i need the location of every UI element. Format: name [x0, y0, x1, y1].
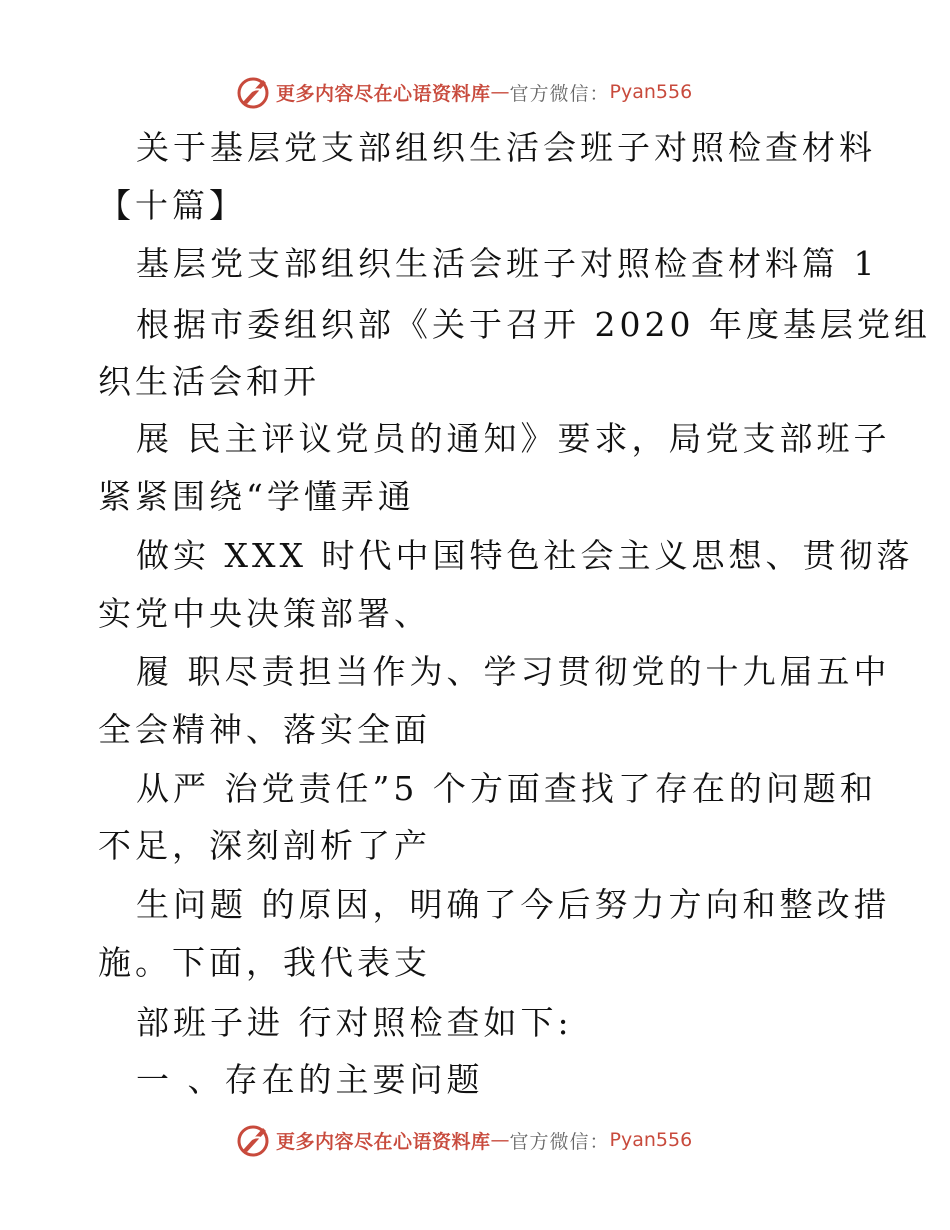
paragraph-line: 做实 XXX 时代中国特色社会主义思想、贯彻落: [136, 536, 914, 575]
watermark-wechat-label: 官方微信：: [509, 82, 610, 105]
document-title-line-1: 关于基层党支部组织生活会班子对照检查材料: [136, 128, 876, 167]
watermark-dash: —: [490, 81, 510, 103]
watermark-footer: [236, 1120, 692, 1160]
watermark-site-name: 更多内容尽在心语资料库: [276, 82, 491, 105]
paragraph-line: 生问题 的原因，明确了今后努力方向和整改措: [136, 885, 891, 924]
watermark-header: [236, 72, 692, 112]
paragraph-line: 织生活会和开: [98, 362, 320, 401]
paragraph-line: 紧紧围绕“学懂弄通: [98, 477, 415, 516]
paragraph-line: 实党中央决策部署、: [98, 594, 431, 633]
paragraph-line: 不足，深刻剖析了产: [98, 826, 431, 865]
watermark-wechat-label: 官方微信：: [509, 1130, 610, 1153]
watermark-wechat-id: Pyan556: [609, 1129, 693, 1151]
watermark-wechat-id: Pyan556: [609, 81, 693, 103]
quill-logo-icon: [236, 1122, 272, 1158]
paragraph-line: 部班子进 行对照检查如下:: [136, 1003, 573, 1042]
subsection-heading: 一 、存在的主要问题: [136, 1060, 484, 1099]
quill-logo-icon: [236, 74, 272, 110]
document-title-line-2: 【十篇】: [98, 186, 246, 225]
paragraph-line: 根据市委组织部《关于召开 2020 年度基层党组: [136, 305, 931, 344]
watermark-site-name: 更多内容尽在心语资料库: [276, 1130, 491, 1153]
section-heading: 基层党支部组织生活会班子对照检查材料篇 1: [136, 244, 879, 283]
paragraph-line: 全会精神、落实全面: [98, 710, 431, 749]
paragraph-line: 履 职尽责担当作为、学习贯彻党的十九届五中: [136, 652, 891, 691]
paragraph-line: 从严 治党责任”5 个方面查找了存在的问题和: [136, 769, 877, 808]
watermark-dash: —: [490, 1129, 510, 1151]
paragraph-line: 施。下面，我代表支: [98, 943, 431, 982]
paragraph-line: 展 民主评议党员的通知》要求，局党支部班子: [136, 419, 891, 458]
